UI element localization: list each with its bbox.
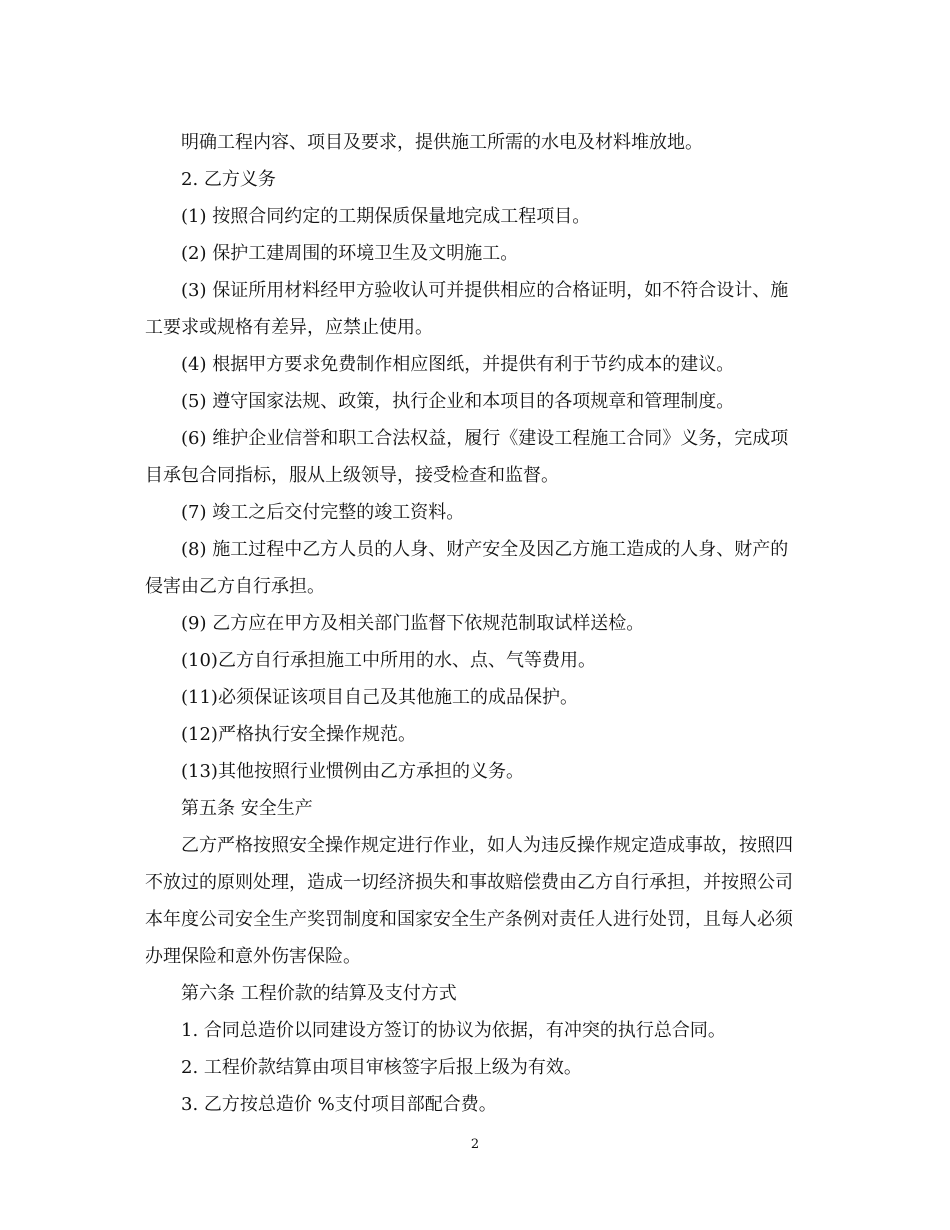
- list-item-11: (11)必须保证该项目自己及其他施工的成品保护。: [181, 687, 578, 708]
- section-heading-article-6: 第六条 工程价款的结算及支付方式: [181, 983, 457, 1004]
- document-body: [145, 124, 805, 1123]
- list-item-8: (8) 施工过程中乙方人员的人身、财产安全及因乙方施工造成的人身、财产的侵害由乙方自行承担。: [145, 539, 789, 597]
- list-item-3: (3) 保证所用材料经甲方验收认可并提供相应的合格证明，如不符合设计、施工要求或规格有差异，应禁止使用。: [145, 280, 789, 338]
- list-item-4: (4) 根据甲方要求免费制作相应图纸，并提供有利于节约成本的建议。: [181, 354, 735, 375]
- list-item-9: (9) 乙方应在甲方及相关部门监督下依规范制取试样送检。: [181, 613, 645, 634]
- paragraph-safety-production: 乙方严格按照安全操作规定进行作业，如人为违反操作规定造成事故，按照四不放过的原则处理，造成一切经济损失和事故赔偿费由乙方自行承担，并按照公司本年度公司安全生产奖罚制度和国家安全生产条例对责任人进行处罚，且每人必须办理保险和意外伤害保险。: [145, 835, 793, 967]
- list-item-5: (5) 遵守国家法规、政策，执行企业和本项目的各项规章和管理制度。: [181, 391, 735, 412]
- paragraph-site-requirements: 明确工程内容、项目及要求，提供施工所需的水电及材料堆放地。: [181, 132, 703, 153]
- payment-item-3: 3. 乙方按总造价 %支付项目部配合费。: [181, 1094, 497, 1115]
- list-item-6: (6) 维护企业信誉和职工合法权益，履行《建设工程施工合同》义务，完成项目承包合同指标，服从上级领导，接受检查和监督。: [145, 428, 789, 486]
- list-item-1: (1) 按照合同约定的工期保质保量地完成工程项目。: [181, 206, 591, 227]
- heading-party-b-obligations: 2. 乙方义务: [181, 169, 276, 190]
- list-item-2: (2) 保护工建周围的环境卫生及文明施工。: [181, 243, 519, 264]
- list-item-10: (10)乙方自行承担施工中所用的水、点、气等费用。: [181, 650, 596, 671]
- section-heading-article-5: 第五条 安全生产: [181, 798, 313, 819]
- page-number: 2: [470, 1137, 480, 1152]
- list-item-7: (7) 竣工之后交付完整的竣工资料。: [181, 502, 465, 523]
- payment-item-2: 2. 工程价款结算由项目审核签字后报上级为有效。: [181, 1057, 582, 1078]
- list-item-12: (12)严格执行安全操作规范。: [181, 724, 416, 745]
- list-item-13: (13)其他按照行业惯例由乙方承担的义务。: [181, 761, 524, 782]
- payment-item-1: 1. 合同总造价以同建设方签订的协议为依据，有冲突的执行总合同。: [181, 1020, 726, 1041]
